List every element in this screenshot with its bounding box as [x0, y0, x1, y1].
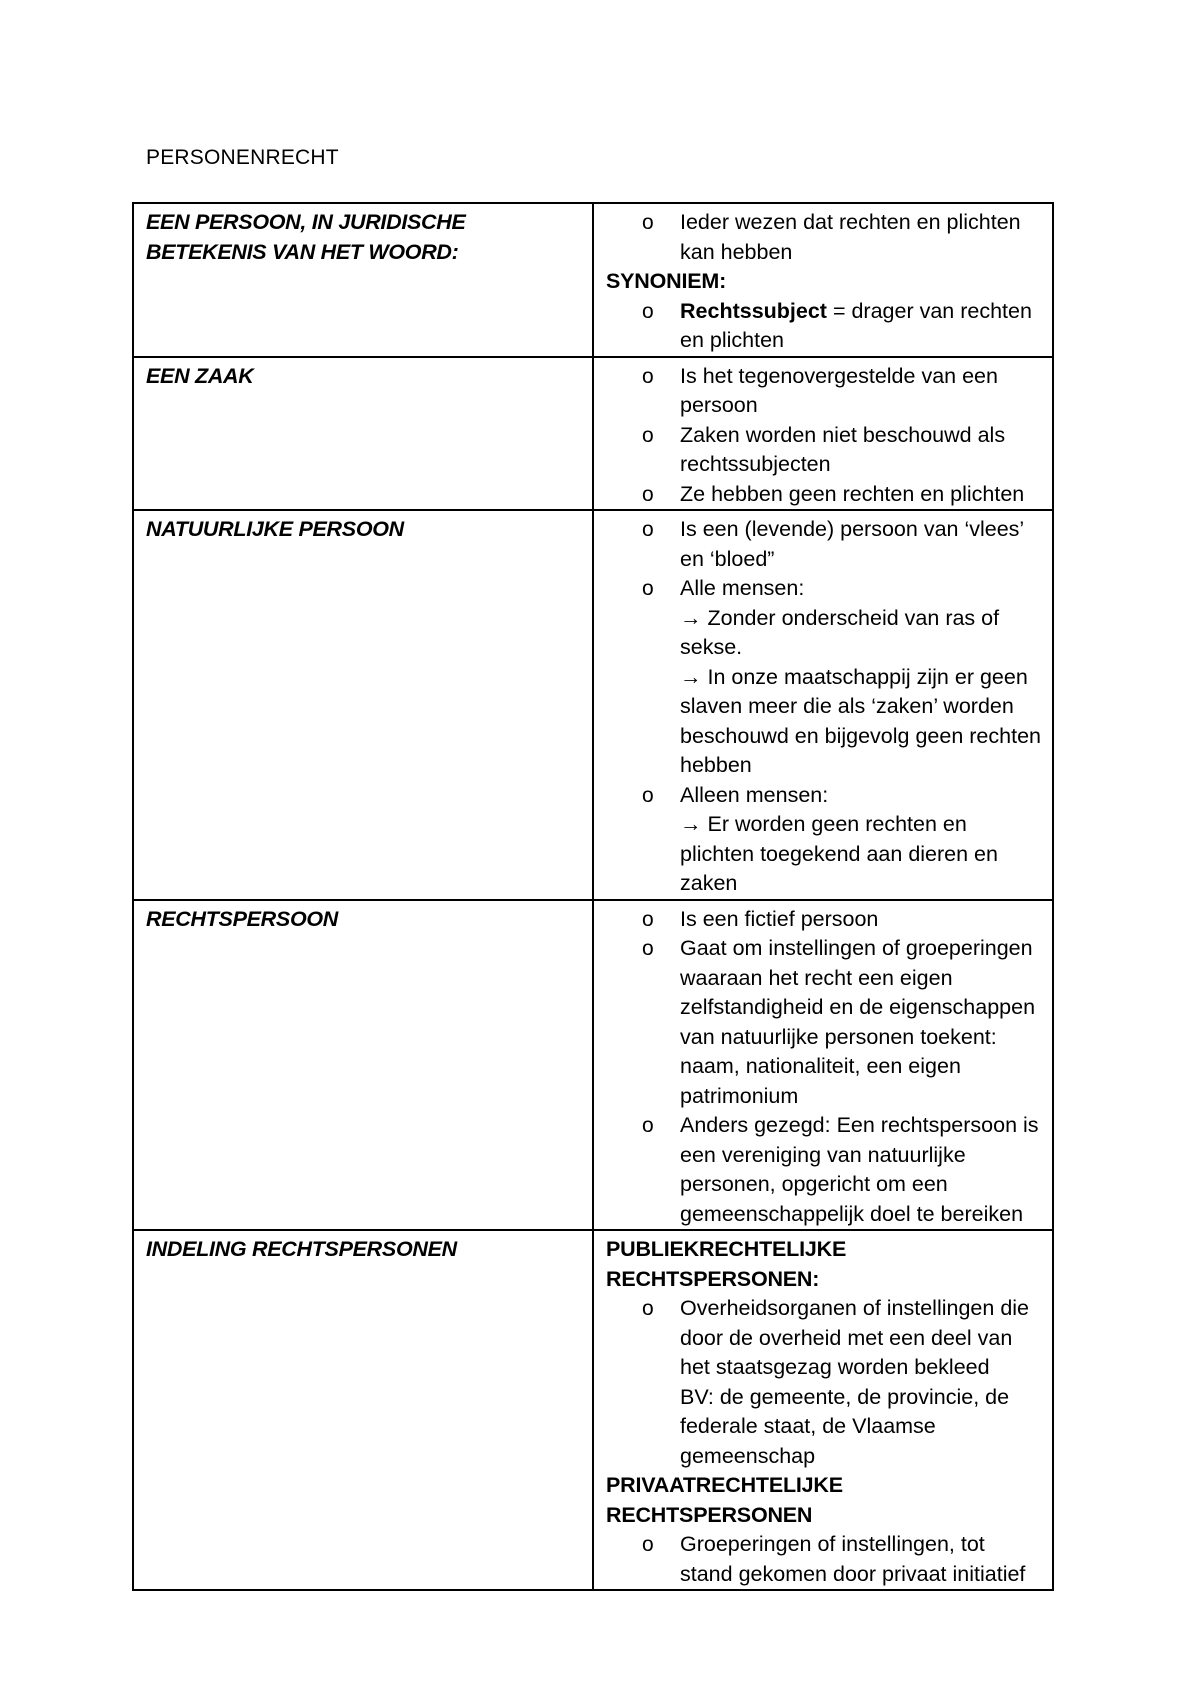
bullet-marker: o	[642, 937, 654, 960]
list-item	[606, 480, 1042, 510]
item-text: Ze hebben geen rechten en plichten	[680, 481, 1025, 506]
section-heading: PRIVAATRECHTELIJKE RECHTSPERSONEN	[606, 1473, 843, 1527]
item-text: = drager van rechten en plichten	[680, 298, 1032, 352]
list-item	[606, 905, 1042, 935]
bullet-marker: o	[642, 1533, 654, 1556]
list-item	[606, 1530, 1042, 1589]
item-text: Groeperingen of instellingen, tot stand gekomen door privaat initiatief	[680, 1532, 1026, 1586]
list-item	[606, 515, 1042, 574]
section-heading: SYNONIEM:	[606, 269, 727, 293]
section-heading: PUBLIEKRECHTELIJKE RECHTSPERSONEN:	[606, 1237, 847, 1291]
item-text: Ieder wezen dat rechten en plichten kan hebben	[680, 210, 1021, 264]
description-cell	[593, 357, 1053, 511]
description-cell	[593, 510, 1053, 900]
item-text: Is een fictief persoon	[680, 906, 879, 931]
description-cell	[593, 1230, 1053, 1590]
item-text: Zaken worden niet beschouwd als rechtssubjecten	[680, 422, 1006, 476]
term-cell: EEN PERSOON, IN JURIDISCHE BETEKENIS VAN HET WOORD:	[133, 203, 593, 357]
bullet-marker: o	[642, 299, 654, 323]
sub-text: Er worden geen rechten en plichten toegekend aan dieren en zaken	[680, 812, 998, 895]
list-item	[606, 208, 1042, 267]
list-item	[606, 1111, 1042, 1229]
sub-text: Zonder onderscheid van ras of sekse.	[680, 605, 1000, 659]
description-cell	[593, 900, 1053, 1231]
list-item	[606, 781, 1042, 899]
term-cell: NATUURLIJKE PERSOON	[133, 510, 593, 900]
page-title: PERSONENRECHT	[146, 146, 339, 169]
table-row	[133, 357, 1053, 511]
list-item	[606, 362, 1042, 421]
bullet-marker: o	[642, 577, 654, 600]
list-item	[606, 934, 1042, 1111]
bullet-marker: o	[642, 783, 654, 807]
table-row	[133, 203, 1053, 357]
item-text: Alleen mensen:	[680, 782, 829, 807]
list-item	[606, 1294, 1042, 1471]
description-cell	[593, 203, 1053, 357]
sub-text: In onze maatschappij zijn er geen slaven meer die als ‘zaken’ worden beschouwd en bijgevolg geen rechten hebben	[680, 664, 1041, 777]
bullet-marker: o	[642, 211, 654, 234]
bullet-marker: o	[642, 1297, 654, 1320]
bullet-marker: o	[642, 482, 654, 506]
bullet-marker: o	[642, 423, 654, 447]
term-cell: EEN ZAAK	[133, 357, 593, 511]
list-item	[606, 421, 1042, 480]
bold-term: Rechtssubject	[680, 298, 827, 323]
arrow-right-icon: →	[680, 664, 702, 689]
bullet-marker: o	[642, 518, 654, 541]
table-row	[133, 510, 1053, 900]
bullet-marker: o	[642, 1114, 654, 1137]
arrow-right-icon: →	[680, 605, 702, 630]
term-cell: RECHTSPERSOON	[133, 900, 593, 1231]
arrow-right-icon: →	[680, 812, 702, 836]
term-cell: INDELING RECHTSPERSONEN	[133, 1230, 593, 1590]
bullet-marker: o	[642, 907, 654, 931]
item-text: Is het tegenovergestelde van een persoon	[680, 363, 998, 417]
item-text: Anders gezegd: Een rechtspersoon is een vereniging van natuurlijke personen, opgericht om een gemeenschappelijk doel te bereiken	[680, 1113, 1039, 1226]
bullet-marker: o	[642, 364, 654, 388]
item-text: Is een (levende) persoon van ‘vlees’ en ‘bloed”	[680, 517, 1024, 571]
item-text: Alle mensen:	[680, 576, 805, 600]
item-text: Overheidsorganen of instellingen die door de overheid met een deel van het staatsgezag worden bekleed	[680, 1296, 1030, 1379]
definitions-table	[132, 202, 1054, 1591]
table-row	[133, 900, 1053, 1231]
item-text: Gaat om instellingen of groeperingen waaraan het recht een eigen zelfstandigheid en de eigenschappen van natuurlijke personen toekent: naam, nationaliteit, een eigen patrimonium	[680, 936, 1036, 1108]
list-item	[606, 297, 1042, 356]
list-item	[606, 574, 1042, 781]
example-text: BV: de gemeente, de provincie, de federale staat, de Vlaamse gemeenschap	[680, 1384, 1010, 1468]
table-row	[133, 1230, 1053, 1590]
